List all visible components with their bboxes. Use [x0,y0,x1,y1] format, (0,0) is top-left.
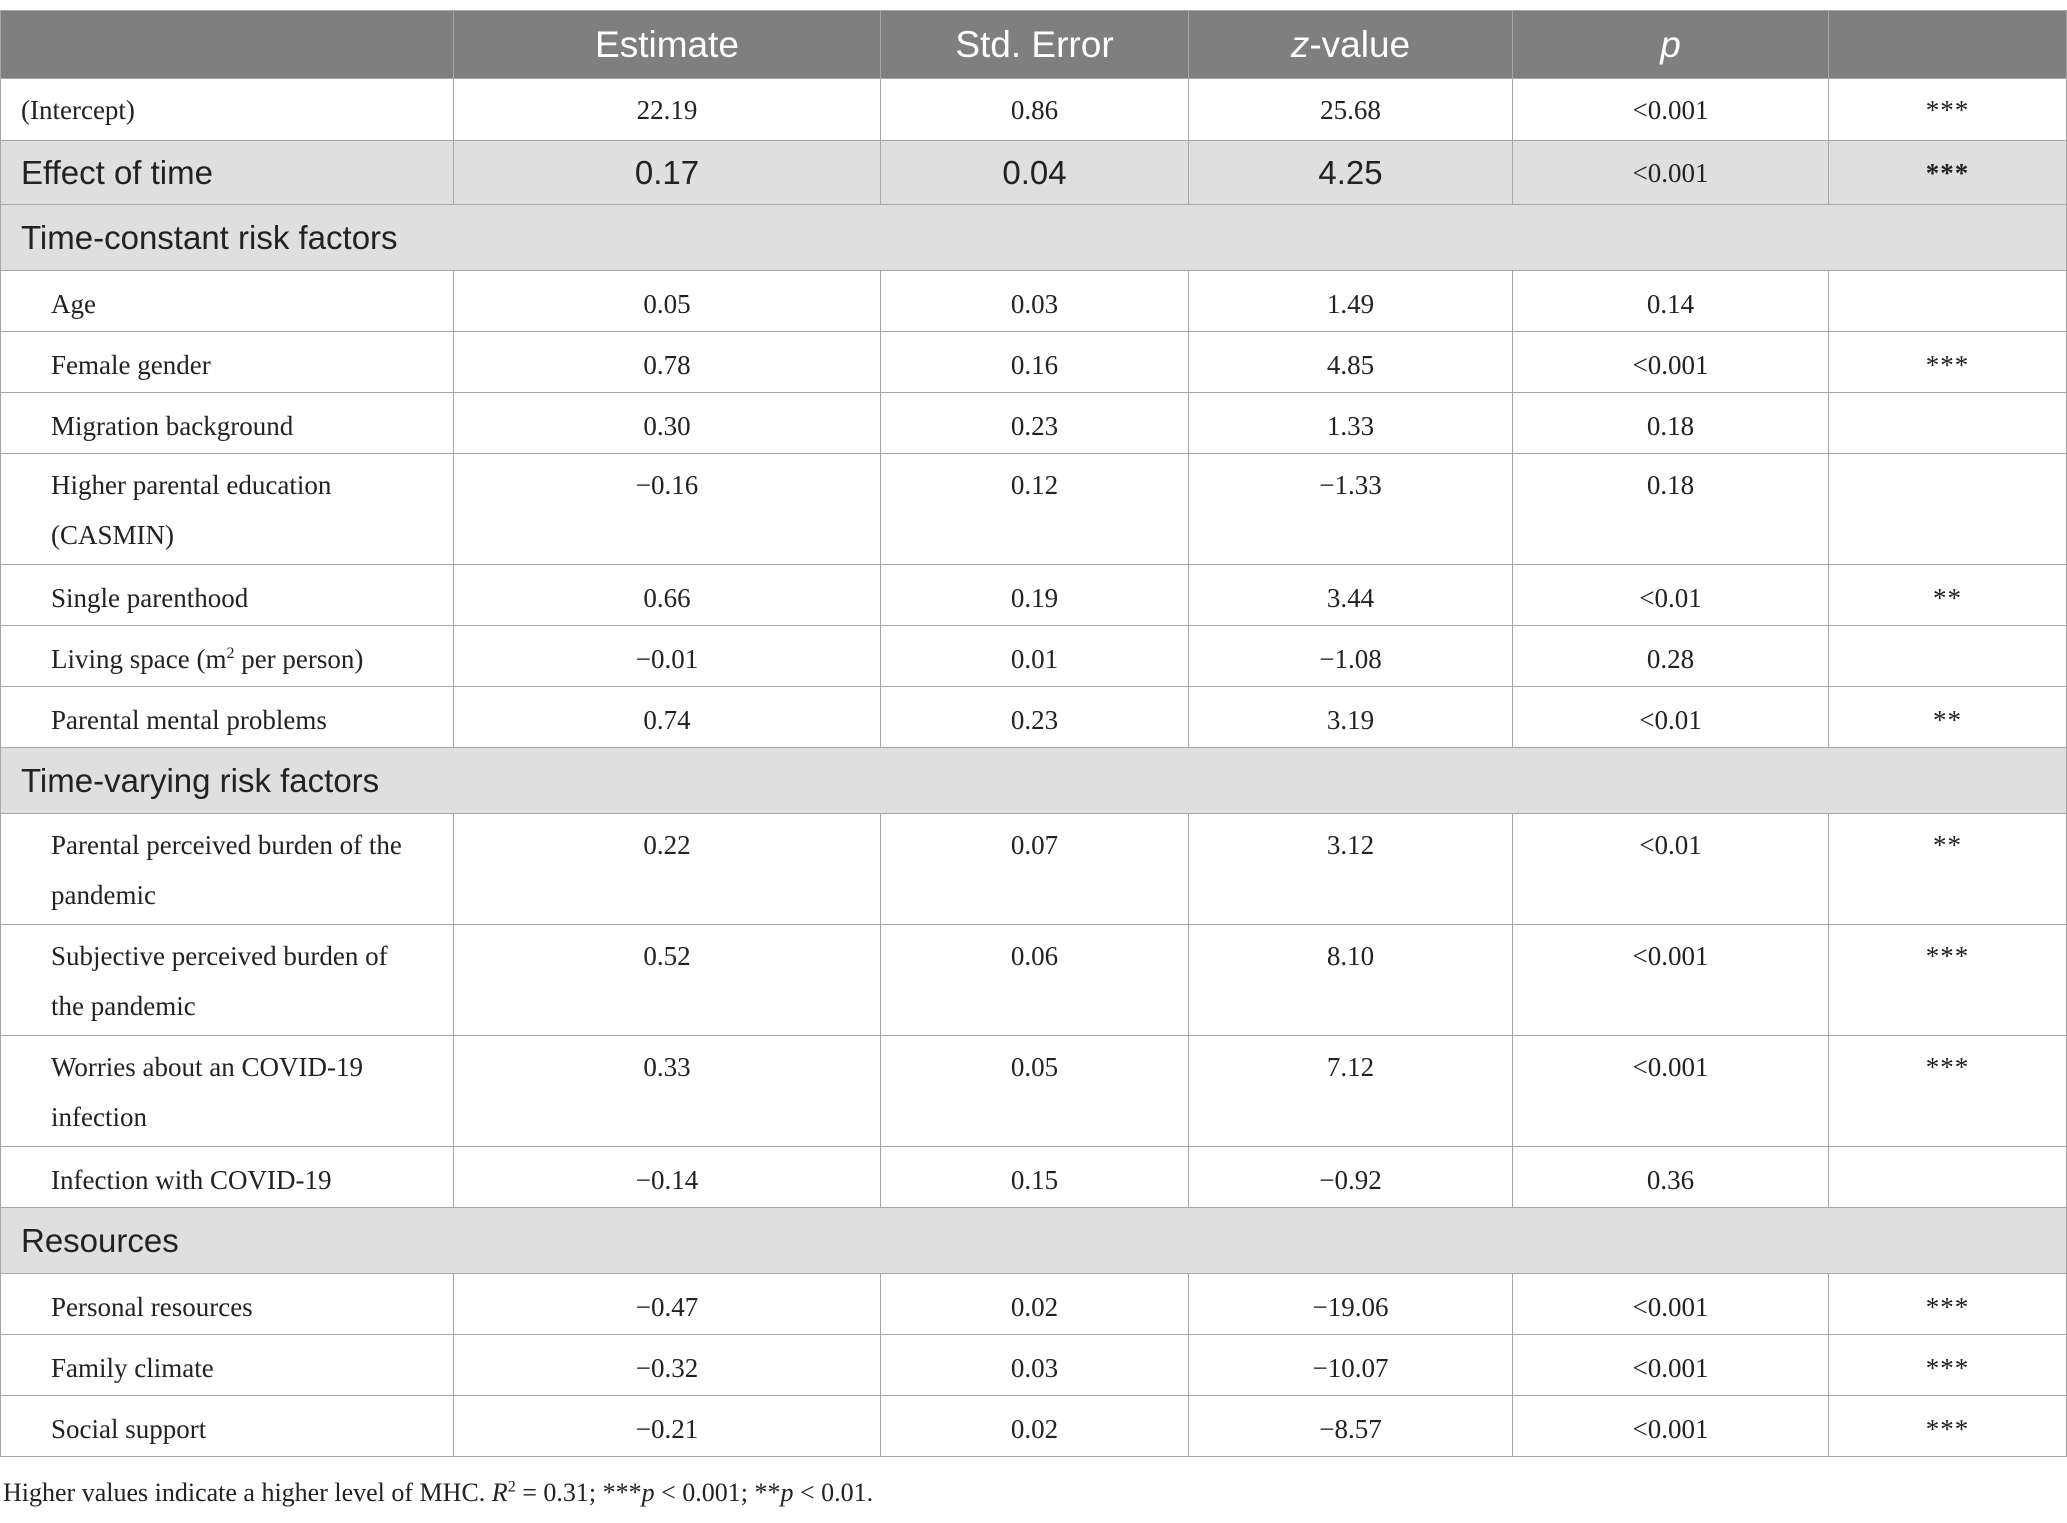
cell-se: 0.12 [881,454,1189,565]
cell-se: 0.02 [881,1274,1189,1335]
cell-se: 0.07 [881,814,1189,925]
row-label: Female gender [1,332,454,393]
cell-p: <0.01 [1513,687,1829,748]
table-row-intercept [1,79,2067,141]
cell-z: −1.08 [1189,626,1513,687]
cell-p: 0.36 [1513,1147,1829,1208]
cell-se: 0.04 [881,141,1189,205]
row-label: (Intercept) [1,79,454,141]
cell-z: 4.85 [1189,332,1513,393]
table-row [1,1335,2067,1396]
cell-estimate: 0.52 [454,925,881,1036]
cell-sig: *** [1829,925,2067,1036]
section-row-time-varying [1,748,2067,814]
cell-estimate: −0.16 [454,454,881,565]
cell-se: 0.05 [881,1036,1189,1147]
row-label: Infection with COVID-19 [1,1147,454,1208]
cell-sig [1829,393,2067,454]
row-label-line1: Worries about an COVID-19 [51,1052,364,1082]
row-label-post: per person) [234,643,364,674]
footnote-sup: 2 [507,1478,516,1496]
row-label: Migration background [1,393,454,454]
cell-se: 0.03 [881,271,1189,332]
cell-p: <0.001 [1513,1335,1829,1396]
cell-estimate: −0.01 [454,626,881,687]
table-row [1,925,2067,1036]
cell-estimate: −0.47 [454,1274,881,1335]
row-label: Single parenthood [1,565,454,626]
footnote-text1: Higher values indicate a higher level of MHC. [3,1478,492,1507]
cell-se: 0.15 [881,1147,1189,1208]
cell-z: 7.12 [1189,1036,1513,1147]
header-z-value [1189,11,1513,79]
cell-z: 8.10 [1189,925,1513,1036]
cell-p: 0.18 [1513,454,1829,565]
cell-sig: *** [1829,1335,2067,1396]
table-row [1,565,2067,626]
row-label: Effect of time [1,141,454,205]
row-label [1,925,454,1036]
header-row [1,11,2067,79]
header-significance [1829,11,2067,79]
cell-estimate: −0.32 [454,1335,881,1396]
cell-p: <0.001 [1513,925,1829,1036]
cell-p: <0.001 [1513,1396,1829,1457]
cell-z: −1.33 [1189,454,1513,565]
cell-estimate: 0.66 [454,565,881,626]
table-row [1,626,2067,687]
cell-p: <0.001 [1513,332,1829,393]
cell-p: <0.001 [1513,1274,1829,1335]
cell-p: <0.01 [1513,814,1829,925]
cell-se: 0.01 [881,626,1189,687]
row-label-line1: Subjective perceived burden of [51,941,388,971]
cell-sig: *** [1829,141,2067,205]
table-row [1,271,2067,332]
header-variable [1,11,454,79]
cell-se: 0.23 [881,393,1189,454]
section-row-resources [1,1208,2067,1274]
cell-se: 0.19 [881,565,1189,626]
cell-estimate: 0.05 [454,271,881,332]
cell-se: 0.03 [881,1335,1189,1396]
table-row [1,393,2067,454]
section-title: Time-constant risk factors [1,205,2067,271]
table-row [1,1396,2067,1457]
cell-se: 0.16 [881,332,1189,393]
cell-z: 1.49 [1189,271,1513,332]
row-label [1,1036,454,1147]
row-label: Age [1,271,454,332]
cell-estimate: −0.21 [454,1396,881,1457]
cell-sig: *** [1829,332,2067,393]
cell-sig [1829,271,2067,332]
row-label [1,814,454,925]
table-row-effect-of-time [1,141,2067,205]
row-label-line2: the pandemic [51,991,196,1021]
cell-se: 0.02 [881,1396,1189,1457]
cell-sig [1829,626,2067,687]
footnote-text2: = 0.31; *** [515,1478,642,1507]
row-label: Parental mental problems [1,687,454,748]
cell-sig: *** [1829,79,2067,141]
table-row [1,1274,2067,1335]
table-row [1,814,2067,925]
cell-z: 25.68 [1189,79,1513,141]
cell-z: −8.57 [1189,1396,1513,1457]
cell-z: −10.07 [1189,1335,1513,1396]
row-label-line1: Higher parental education [51,470,332,500]
header-std-error: Std. Error [881,11,1189,79]
row-label: Personal resources [1,1274,454,1335]
cell-estimate: 0.33 [454,1036,881,1147]
cell-estimate: −0.14 [454,1147,881,1208]
cell-sig: ** [1829,814,2067,925]
row-label [1,454,454,565]
table-footnote [3,1478,873,1508]
cell-estimate: 0.74 [454,687,881,748]
cell-z: −0.92 [1189,1147,1513,1208]
header-z-rest: -value [1309,23,1411,65]
cell-z: 3.44 [1189,565,1513,626]
row-label-sup: 2 [226,644,235,662]
cell-sig: ** [1829,687,2067,748]
header-p [1513,11,1829,79]
header-z-italic: z [1290,23,1310,65]
row-label: Family climate [1,1335,454,1396]
cell-p: 0.14 [1513,271,1829,332]
cell-estimate: 0.78 [454,332,881,393]
footnote-p1: p [641,1478,655,1507]
row-label: Social support [1,1396,454,1457]
cell-p: <0.001 [1513,1036,1829,1147]
cell-estimate: 22.19 [454,79,881,141]
section-title: Resources [1,1208,2067,1274]
cell-se: 0.23 [881,687,1189,748]
cell-sig: *** [1829,1396,2067,1457]
row-label-line2: (CASMIN) [51,520,175,550]
cell-p: <0.01 [1513,565,1829,626]
cell-se: 0.06 [881,925,1189,1036]
header-estimate: Estimate [454,11,881,79]
table-row [1,332,2067,393]
cell-sig [1829,1147,2067,1208]
header-p-italic: p [1660,23,1681,65]
row-label-line1: Parental perceived burden of the [51,830,402,860]
cell-z: 3.12 [1189,814,1513,925]
table-row [1,454,2067,565]
row-label-pre: Living space (m [51,643,227,674]
row-label-line2: pandemic [51,880,156,910]
cell-z: −19.06 [1189,1274,1513,1335]
regression-table [0,10,2067,1457]
table-row [1,1036,2067,1147]
cell-estimate: 0.30 [454,393,881,454]
table-row [1,1147,2067,1208]
cell-se: 0.86 [881,79,1189,141]
cell-sig: *** [1829,1036,2067,1147]
cell-z: 4.25 [1189,141,1513,205]
cell-z: 1.33 [1189,393,1513,454]
row-label [1,626,454,687]
section-row-time-constant [1,205,2067,271]
cell-sig [1829,454,2067,565]
footnote-r: R [491,1478,508,1507]
footnote-text3: < 0.001; ** [654,1478,781,1507]
cell-sig: ** [1829,565,2067,626]
table-row [1,687,2067,748]
section-title: Time-varying risk factors [1,748,2067,814]
cell-p: 0.18 [1513,393,1829,454]
cell-estimate: 0.22 [454,814,881,925]
row-label-line2: infection [51,1102,147,1132]
footnote-text4: < 0.01. [793,1478,874,1507]
cell-p: <0.001 [1513,79,1829,141]
cell-p: <0.001 [1513,141,1829,205]
cell-estimate: 0.17 [454,141,881,205]
cell-sig: *** [1829,1274,2067,1335]
footnote-p2: p [780,1478,794,1507]
cell-z: 3.19 [1189,687,1513,748]
cell-p: 0.28 [1513,626,1829,687]
